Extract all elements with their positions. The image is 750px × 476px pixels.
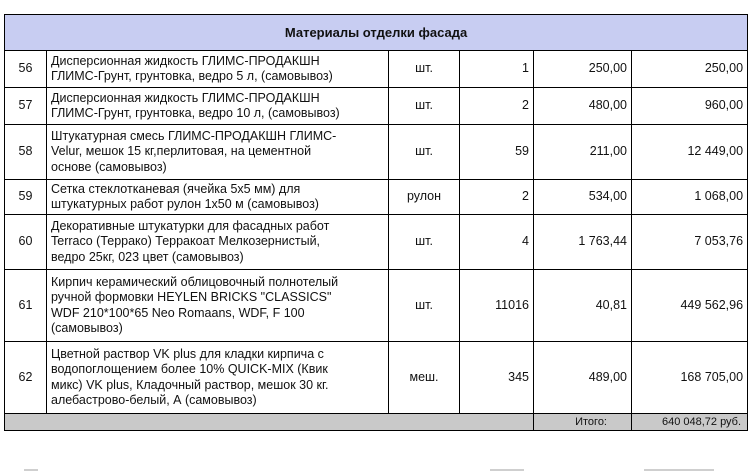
estimate-sheet <box>4 14 747 431</box>
item-quantity: 59 <box>460 125 534 180</box>
item-price: 40,81 <box>534 270 632 342</box>
next-row-fragment <box>4 469 747 476</box>
table-row <box>5 215 748 270</box>
item-sum: 7 053,76 <box>632 215 748 270</box>
fragment-mark <box>644 469 714 471</box>
item-sum: 449 562,96 <box>632 270 748 342</box>
materials-table <box>4 14 748 431</box>
fragment-mark <box>24 469 38 471</box>
item-name <box>47 270 389 342</box>
item-quantity: 11016 <box>460 270 534 342</box>
total-row <box>5 414 748 431</box>
item-name-line: основе (самовывоз) <box>51 159 167 174</box>
item-name-line: микс) VK plus, Кладочный раствор, мешок 30 кг. <box>51 377 329 392</box>
item-name-line: Velur, мешок 15 кг,перлитовая, на цементной <box>51 144 312 159</box>
item-unit: шт. <box>389 51 460 88</box>
item-price: 534,00 <box>534 180 632 215</box>
table-row <box>5 125 748 180</box>
item-name-line: WDF 210*100*65 Neo Romaans, WDF, F 100 <box>51 305 305 320</box>
item-price: 480,00 <box>534 88 632 125</box>
row-number: 62 <box>5 342 47 414</box>
item-name <box>47 88 389 125</box>
item-name-line: штукатурных работ рулон 1х50 м (самовывоз) <box>51 197 319 211</box>
table-row <box>5 180 748 215</box>
item-unit: меш. <box>389 342 460 414</box>
item-name <box>47 51 389 88</box>
item-unit: шт. <box>389 270 460 342</box>
item-quantity: 1 <box>460 51 534 88</box>
title-row <box>5 15 748 51</box>
item-name-line: Штукатурная смесь ГЛИМС-ПРОДАКШН ГЛИМС- <box>51 128 337 143</box>
item-name-line: Кирпич керамический облицовочный полнотелый <box>51 274 339 289</box>
total-spacer <box>5 414 534 431</box>
item-name <box>47 180 389 215</box>
item-name <box>47 215 389 270</box>
item-quantity: 2 <box>460 88 534 125</box>
row-number: 56 <box>5 51 47 88</box>
item-name-line: Дисперсионная жидкость ГЛИМС-ПРОДАКШН <box>51 53 320 68</box>
row-number: 61 <box>5 270 47 342</box>
item-quantity: 345 <box>460 342 534 414</box>
item-name <box>47 125 389 180</box>
item-price: 489,00 <box>534 342 632 414</box>
item-unit: шт. <box>389 88 460 125</box>
row-number: 58 <box>5 125 47 180</box>
item-name-line: Декоративные штукатурки для фасадных работ <box>51 218 330 233</box>
table-row <box>5 342 748 414</box>
item-sum: 12 449,00 <box>632 125 748 180</box>
item-name-line: ГЛИМС-Грунт, грунтовка, ведро 5 л, (самовывоз) <box>51 69 333 83</box>
item-name-line: Дисперсионная жидкость ГЛИМС-ПРОДАКШН <box>51 90 320 105</box>
item-name-line: водопоглощением более 10% QUICK-MIX (Квик <box>51 362 328 376</box>
item-quantity: 2 <box>460 180 534 215</box>
item-name-line: Terraco (Террако) Терракоат Мелкозернистый, <box>51 234 321 249</box>
table-row <box>5 270 748 342</box>
item-unit: шт. <box>389 125 460 180</box>
total-label: Итого: <box>534 414 632 431</box>
item-name-line: ГЛИМС-Грунт, грунтовка, ведро 10 л, (самовывоз) <box>51 106 340 120</box>
row-number: 60 <box>5 215 47 270</box>
item-name-line: (самовывоз) <box>51 321 123 335</box>
item-sum: 250,00 <box>632 51 748 88</box>
item-price: 1 763,44 <box>534 215 632 270</box>
table-row <box>5 51 748 88</box>
item-sum: 168 705,00 <box>632 342 748 414</box>
item-unit: рулон <box>389 180 460 215</box>
item-sum: 960,00 <box>632 88 748 125</box>
item-sum: 1 068,00 <box>632 180 748 215</box>
item-price: 250,00 <box>534 51 632 88</box>
table-row <box>5 88 748 125</box>
fragment-mark <box>490 469 524 471</box>
item-price: 211,00 <box>534 125 632 180</box>
item-name-line: Цветной раствор VK plus для кладки кирпича с <box>51 346 324 361</box>
item-unit: шт. <box>389 215 460 270</box>
item-quantity: 4 <box>460 215 534 270</box>
row-number: 57 <box>5 88 47 125</box>
item-name-line: ручной формовки HEYLEN BRICKS "CLASSICS" <box>51 290 332 304</box>
total-value: 640 048,72 руб. <box>632 414 748 431</box>
item-name <box>47 342 389 414</box>
item-name-line: ведро 25кг, 023 цвет (самовывоз) <box>51 249 244 264</box>
table-title: Материалы отделки фасада <box>5 15 748 51</box>
item-name-line: Сетка стеклотканевая (ячейка 5х5 мм) для <box>51 181 301 196</box>
row-number: 59 <box>5 180 47 215</box>
item-name-line: алебастрово-белый, А (самовывоз) <box>51 393 257 407</box>
